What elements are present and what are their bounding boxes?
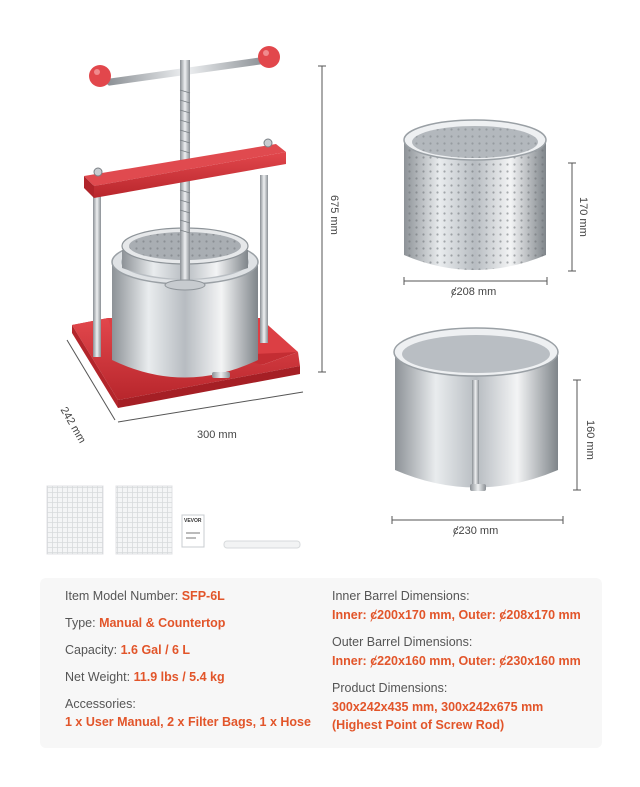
outer-barrel-diameter-label: ȼ230 mm bbox=[453, 525, 499, 537]
height-total-label: 675 mm bbox=[328, 195, 340, 235]
fruit-press bbox=[72, 46, 300, 408]
accessories-image bbox=[47, 486, 300, 554]
spec-product-dimensions-value: 300x242x435 mm, 300x242x675 mm bbox=[332, 700, 544, 714]
inner-basket-image bbox=[404, 120, 546, 270]
spec-type-value: Manual & Countertop bbox=[99, 616, 226, 630]
spec-type-label: Type: bbox=[65, 616, 96, 630]
spec-product-dimensions-label: Product Dimensions: bbox=[332, 681, 448, 695]
spec-weight-value: 11.9 lbs / 5.4 kg bbox=[133, 670, 225, 684]
outer-barrel-image bbox=[394, 328, 558, 491]
inner-barrel-height-label: 170 mm bbox=[577, 197, 589, 237]
vevor-logo: VEVOR bbox=[184, 518, 202, 524]
spec-capacity-value: 1.6 Gal / 6 L bbox=[120, 643, 191, 657]
outer-barrel-height-label: 160 mm bbox=[584, 420, 596, 460]
inner-barrel-diameter-label: ȼ208 mm bbox=[451, 286, 497, 298]
spec-capacity bbox=[65, 643, 190, 657]
width-label: 300 mm bbox=[197, 429, 237, 441]
spec-accessories-label: Accessories: bbox=[65, 697, 136, 711]
spec-outer-barrel-label: Outer Barrel Dimensions: bbox=[332, 635, 473, 649]
spec-outer-barrel-value: Inner: ȼ220x160 mm, Outer: ȼ230x160 mm bbox=[332, 654, 581, 668]
spec-weight bbox=[65, 670, 225, 684]
spec-inner-barrel-label: Inner Barrel Dimensions: bbox=[332, 589, 470, 603]
spec-product-dimensions-note: (Highest Point of Screw Rod) bbox=[332, 718, 505, 732]
spec-weight-label: Net Weight: bbox=[65, 670, 131, 684]
depth-label: 242 mm bbox=[57, 405, 88, 446]
spec-inner-barrel-value: Inner: ȼ200x170 mm, Outer: ȼ208x170 mm bbox=[332, 608, 581, 622]
spec-type bbox=[65, 616, 225, 630]
spec-accessories-value: 1 x User Manual, 2 x Filter Bags, 1 x Hose bbox=[65, 715, 311, 729]
spec-model bbox=[65, 589, 225, 603]
spec-model-label: Item Model Number: bbox=[65, 589, 179, 603]
spec-capacity-label: Capacity: bbox=[65, 643, 118, 657]
spec-model-value: SFP-6L bbox=[181, 589, 225, 603]
